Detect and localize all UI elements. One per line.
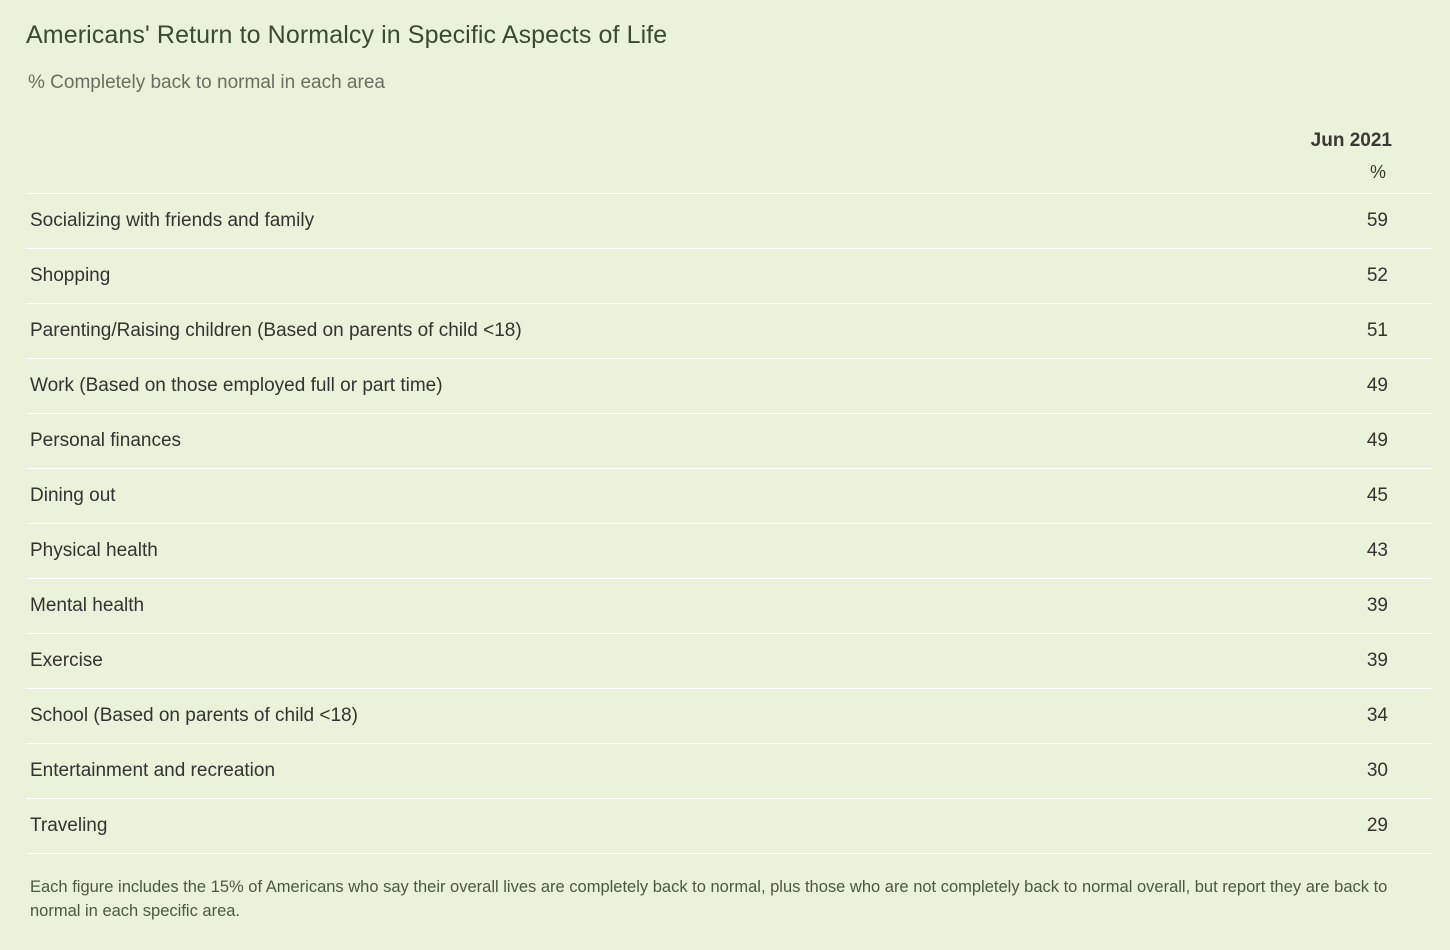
table-head	[26, 120, 1432, 194]
row-label: Socializing with friends and family	[26, 194, 1204, 249]
row-value: 49	[1204, 359, 1432, 414]
row-label: School (Based on parents of child <18)	[26, 689, 1204, 744]
row-value: 45	[1204, 469, 1432, 524]
table-unit-blank	[26, 156, 1204, 194]
chart-subtitle: % Completely back to normal in each area	[28, 72, 385, 93]
row-value: 30	[1204, 744, 1432, 799]
row-value: 49	[1204, 414, 1432, 469]
row-value: 39	[1204, 634, 1432, 689]
row-value: 39	[1204, 579, 1432, 634]
row-value: 34	[1204, 689, 1432, 744]
table-header-jun-2021: Jun 2021	[1310, 130, 1392, 151]
table-row	[26, 634, 1432, 689]
row-label: Shopping	[26, 249, 1204, 304]
table-row	[26, 799, 1432, 854]
data-table	[26, 120, 1432, 854]
chart-footnote: Each figure includes the 15% of Americans who say their overall lives are completely back to normal, plus those who are not completely back to normal overall, but report they are back to normal in each specific area.	[30, 878, 1388, 920]
table-header-row	[26, 120, 1432, 156]
row-label: Physical health	[26, 524, 1204, 579]
table-row	[26, 579, 1432, 634]
table-unit-percent: %	[1369, 162, 1386, 182]
row-label: Exercise	[26, 634, 1204, 689]
table-row	[26, 359, 1432, 414]
table-header-blank	[26, 120, 1204, 156]
table-row	[26, 194, 1432, 249]
table-row	[26, 304, 1432, 359]
table-row	[26, 524, 1432, 579]
row-label: Entertainment and recreation	[26, 744, 1204, 799]
row-value: 59	[1204, 194, 1432, 249]
row-label: Dining out	[26, 469, 1204, 524]
table-body	[26, 194, 1432, 854]
table-row	[26, 744, 1432, 799]
row-label: Parenting/Raising children (Based on parents of child <18)	[26, 304, 1204, 359]
row-value: 29	[1204, 799, 1432, 854]
row-value: 52	[1204, 249, 1432, 304]
row-label: Traveling	[26, 799, 1204, 854]
row-label: Personal finances	[26, 414, 1204, 469]
table-row	[26, 469, 1432, 524]
table-unit-row	[26, 156, 1432, 194]
row-label: Work (Based on those employed full or part time)	[26, 359, 1204, 414]
table-row	[26, 249, 1432, 304]
table-row	[26, 689, 1432, 744]
row-value: 43	[1204, 524, 1432, 579]
row-value: 51	[1204, 304, 1432, 359]
page-title: Americans' Return to Normalcy in Specific Aspects of Life	[26, 21, 668, 49]
row-label: Mental health	[26, 579, 1204, 634]
data-table-wrapper	[26, 120, 1432, 854]
table-row	[26, 414, 1432, 469]
